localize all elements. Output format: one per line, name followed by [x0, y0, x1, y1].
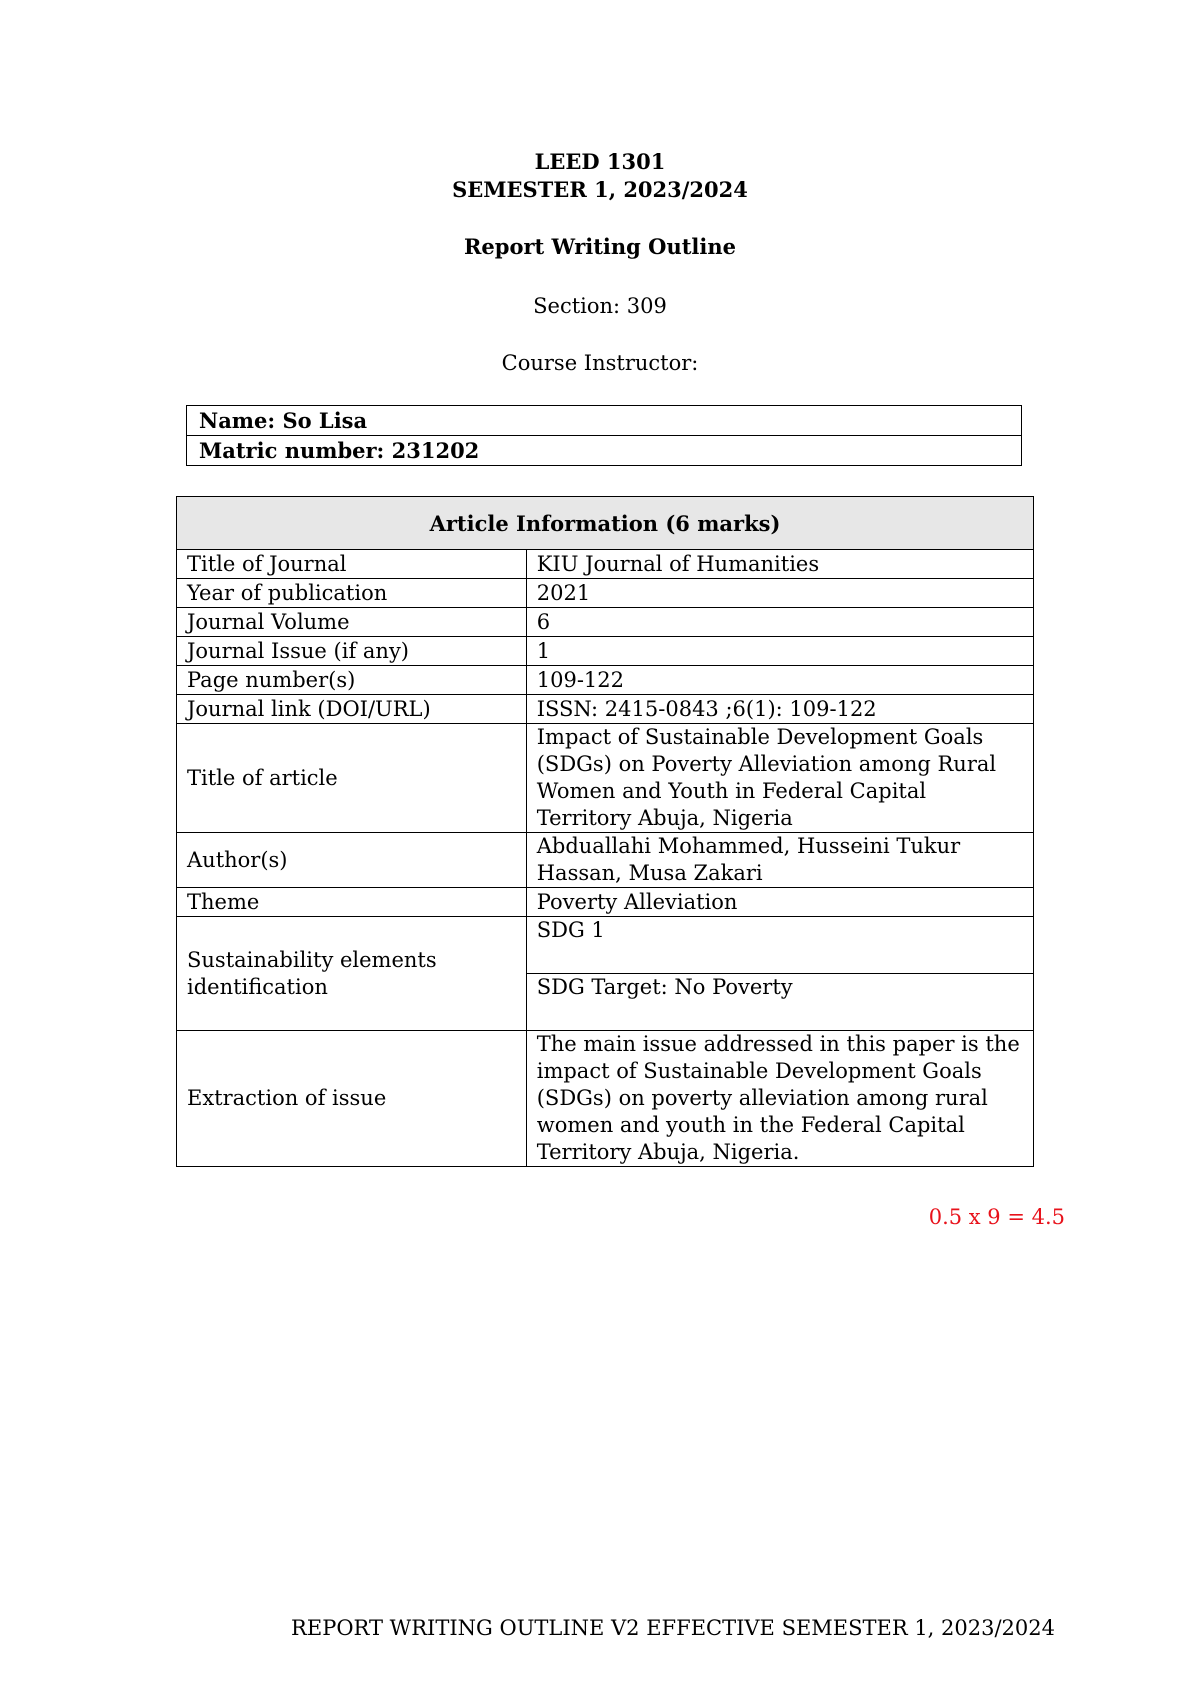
row-label: Journal link (DOI/URL)	[177, 695, 527, 724]
student-name: Name: So Lisa	[187, 406, 1022, 436]
table-row	[177, 666, 1034, 695]
row-label: Journal Issue (if any)	[177, 637, 527, 666]
row-label: Title of article	[177, 724, 527, 833]
student-name-row	[187, 406, 1022, 436]
row-value: KIU Journal of Humanities	[526, 550, 1033, 579]
table-row	[177, 888, 1034, 917]
row-value: Abduallahi Mohammed, Husseini Tukur Hassan, Musa Zakari	[526, 833, 1033, 888]
course-instructor: Course Instructor:	[501, 351, 699, 375]
page-footer: REPORT WRITING OUTLINE V2 EFFECTIVE SEMESTER 1, 2023/2024	[291, 1616, 1055, 1640]
row-label: Author(s)	[177, 833, 527, 888]
extraction-label: Extraction of issue	[177, 1031, 527, 1167]
row-label: Journal Volume	[177, 608, 527, 637]
row-value: 1	[526, 637, 1033, 666]
table-row	[177, 833, 1034, 888]
row-value: 6	[526, 608, 1033, 637]
article-table-header-row	[177, 497, 1034, 550]
row-value: 2021	[526, 579, 1033, 608]
extraction-value: The main issue addressed in this paper is the impact of Sustainable Development Goals (SDGs) on poverty alleviation among rural women and youth in the Federal Capital Territory Abuja, Nigeria.	[526, 1031, 1033, 1167]
student-info-table	[186, 405, 1022, 466]
row-label: Page number(s)	[177, 666, 527, 695]
student-matric-row	[187, 436, 1022, 466]
table-row	[177, 637, 1034, 666]
semester: SEMESTER 1, 2023/2024	[452, 177, 748, 202]
score-annotation: 0.5 x 9 = 4.5	[928, 1205, 1065, 1229]
row-value: Poverty Alleviation	[526, 888, 1033, 917]
page-title: Report Writing Outline	[463, 234, 737, 259]
section-number: Section: 309	[533, 294, 667, 318]
table-row	[177, 550, 1034, 579]
article-table-heading: Article Information (6 marks)	[177, 497, 1034, 550]
row-value: Impact of Sustainable Development Goals (SDGs) on Poverty Alleviation among Rural Women and Youth in Federal Capital Territory Abuja, Nigeria	[526, 724, 1033, 833]
row-value: ISSN: 2415-0843 ;6(1): 109-122	[526, 695, 1033, 724]
row-label: Title of Journal	[177, 550, 527, 579]
table-row	[177, 1031, 1034, 1167]
student-matric: Matric number: 231202	[187, 436, 1022, 466]
table-row	[177, 917, 1034, 974]
article-info-table	[176, 496, 1034, 1167]
table-row	[177, 608, 1034, 637]
sdg-value: SDG 1	[526, 917, 1033, 974]
row-label: Theme	[177, 888, 527, 917]
row-value: 109-122	[526, 666, 1033, 695]
course-code: LEED 1301	[534, 149, 666, 174]
table-row	[177, 724, 1034, 833]
sustainability-label: Sustainability elements identification	[177, 917, 527, 1031]
row-label: Year of publication	[177, 579, 527, 608]
sdg-target-value: SDG Target: No Poverty	[526, 974, 1033, 1031]
table-row	[177, 695, 1034, 724]
table-row	[177, 579, 1034, 608]
